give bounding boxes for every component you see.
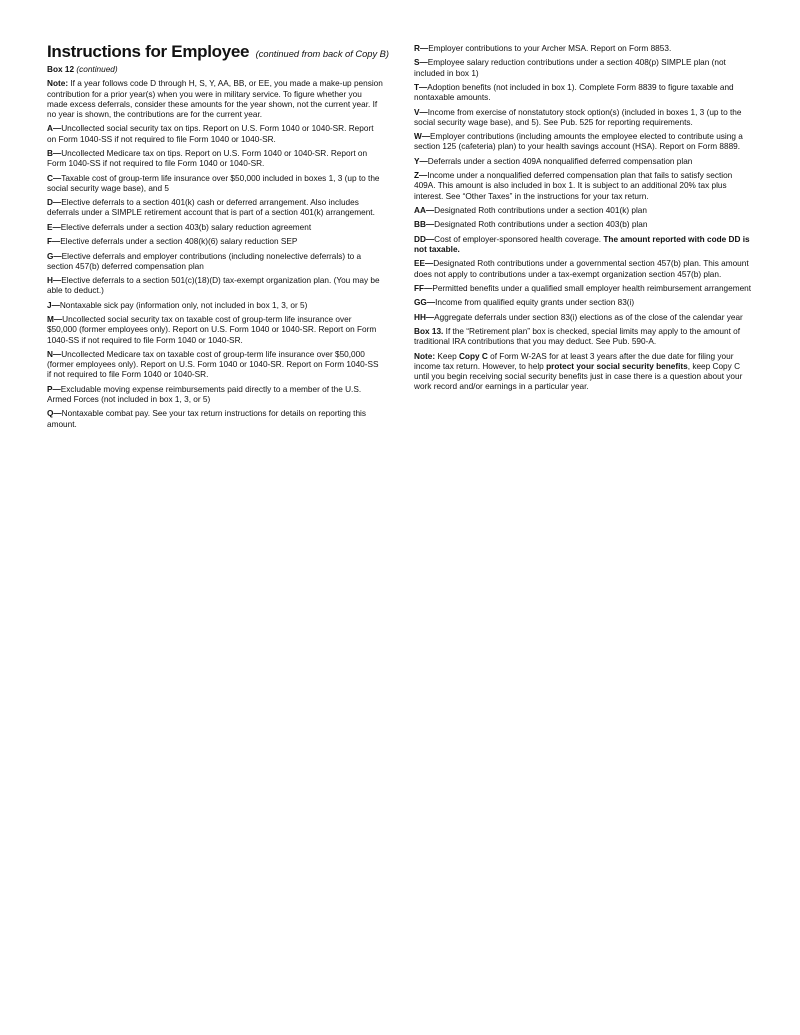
code-letter: S— <box>414 58 428 68</box>
code-entry <box>414 157 752 167</box>
code-entry <box>414 108 752 128</box>
code-letter: D— <box>47 198 62 208</box>
code-description: Employer contributions (including amounts the employee elected to contribute using a section 125 (cafeteria) plan) to your health savings account (HSA). Report on Form 8889. <box>414 132 743 152</box>
box13-label: Box 13. <box>414 327 444 337</box>
codes-list-left <box>47 124 383 429</box>
code-letter: FF— <box>414 283 433 293</box>
code-letter: W— <box>414 132 431 142</box>
code-description: Designated Roth contributions under a section 403(b) plan <box>434 220 648 230</box>
code-entry <box>47 315 383 346</box>
box12-note <box>47 79 383 120</box>
code-letter: F— <box>47 237 61 247</box>
code-letter: C— <box>47 173 62 183</box>
code-description: Uncollected Medicare tax on tips. Report on U.S. Form 1040 or 1040-SR. Report on Form 1040-SS if not required to file Form 1040 or 1040-SR. <box>47 148 368 169</box>
code-description: Designated Roth contributions under a section 401(k) plan <box>434 205 647 215</box>
code-letter: N— <box>47 349 62 359</box>
code-letter: GG— <box>414 298 436 308</box>
right-column <box>414 44 752 397</box>
code-description: Income from qualified equity grants under section 83(i) <box>435 298 635 308</box>
keep-copy-note <box>414 352 752 393</box>
code-letter: V— <box>414 107 428 117</box>
left-column <box>47 0 389 434</box>
page-header <box>47 42 389 62</box>
code-entry <box>414 171 752 202</box>
code-description: Excludable moving expense reimbursements paid directly to a member of the U.S. Armed Forces (not included in box 1, 3, or 5) <box>47 384 362 404</box>
code-entry <box>414 44 752 54</box>
code-letter: AA— <box>414 205 435 215</box>
keep-note-part2: of Form W-2AS for at least 3 years after the due date for filing your income tax return. However, to help <box>414 351 734 371</box>
box12-label: Box 12 <box>47 65 75 74</box>
keep-note-label: Note: <box>414 351 436 361</box>
code-entry <box>47 301 383 311</box>
code-description: Designated Roth contributions under a governmental section 457(b) plan. This amount does not apply to contributions under a tax-exempt organization section 457(b) plan. <box>414 259 749 279</box>
code-description: Cost of employer-sponsored health coverage. <box>434 234 604 244</box>
code-description: Uncollected social security tax on tips. Report on U.S. Form 1040 or 1040-SR. Report on Form 1040-SS if not required to file Form 1040 or 1040-SR. <box>47 124 374 144</box>
keep-note-part3: , keep Copy C until you begin receiving social security benefits just in case there is a question about your work record and/or earnings in a particular year. <box>414 361 743 392</box>
code-description: Uncollected Medicare tax on taxable cost of group-term life insurance over $50,000 (former employees only). Report on U.S. Form 1040 or 1040-SR. Report on Form 1040-SS if not required to file Form 1040 or 1040-SR. <box>47 349 379 380</box>
code-entry <box>47 223 383 233</box>
code-entry <box>47 174 383 194</box>
code-description: Adoption benefits (not included in box 1). Complete Form 8839 to figure taxable and nontaxable amounts. <box>414 82 734 103</box>
code-letter: E— <box>47 222 61 232</box>
code-entry <box>414 284 752 294</box>
code-entry <box>414 132 752 152</box>
page-subtitle: (continued from back of Copy B) <box>255 49 389 59</box>
code-entry <box>47 252 383 272</box>
code-entry <box>47 149 383 169</box>
code-letter: BB— <box>414 220 435 230</box>
code-letter: P— <box>47 384 61 394</box>
keep-note-bold-phrase: protect your social security benefits <box>546 361 688 371</box>
code-entry <box>414 220 752 230</box>
code-letter: R— <box>414 44 429 53</box>
code-description: Nontaxable combat pay. See your tax return instructions for details on reporting this amount. <box>47 409 367 429</box>
code-description: Employer contributions to your Archer MSA. Report on Form 8853. <box>428 44 672 53</box>
code-description: Aggregate deferrals under section 83(i) elections as of the close of the calendar year <box>434 312 743 322</box>
keep-note-copy-c: Copy C <box>458 351 488 361</box>
code-letter: Q— <box>47 409 62 419</box>
code-letter: DD— <box>414 234 435 244</box>
code-entry <box>47 409 383 429</box>
code-entry <box>414 206 752 216</box>
code-description: Income under a nonqualified deferred compensation plan that fails to satisfy section 409A. This amount is also included in box 1. It is subject to an additional 20% tax plus interest. See “Other Taxes” in the instructions for your tax return. <box>414 171 733 201</box>
code-description: Deferrals under a section 409A nonqualified deferred compensation plan <box>427 156 693 166</box>
code-entry <box>47 385 383 405</box>
code-description: Elective deferrals under a section 408(k)(6) salary reduction SEP <box>60 237 298 247</box>
code-description: Uncollected social security tax on taxable cost of group-term life insurance over $50,000 (former employees only). Report on U.S. Form 1040 or 1040-SR. Report on Form 1040-SS if not required to file Form 1040 or 1040-SR. <box>47 315 377 345</box>
code-entry <box>47 198 383 218</box>
code-entry <box>414 298 752 308</box>
code-description: Elective deferrals to a section 401(k) cash or deferred arrangement. Also includes deferrals under a SIMPLE retirement account that is part of a section 401(k) arrangement. <box>47 198 375 218</box>
code-entry <box>414 235 752 255</box>
code-entry <box>47 350 383 381</box>
code-letter: J— <box>47 300 60 310</box>
box13-entry <box>414 327 752 347</box>
code-letter: H— <box>47 276 62 286</box>
code-entry <box>414 259 752 279</box>
code-entry <box>47 237 383 247</box>
code-description: Elective deferrals and employer contributions (including nonelective deferrals) to a section 457(b) deferred compensation plan <box>47 251 362 271</box>
code-letter: A— <box>47 124 62 134</box>
code-letter: T— <box>414 82 428 92</box>
keep-note-part1: Keep <box>437 351 459 361</box>
code-letter: HH— <box>414 312 435 322</box>
box12-note-label: Note: <box>47 79 69 89</box>
code-description: Income from exercise of nonstatutory stock option(s) (included in boxes 1, 3 (up to the social security wage base), and 5). See Pub. 525 for reporting requirements. <box>414 107 742 127</box>
code-description: Elective deferrals under a section 403(b) salary reduction agreement <box>60 222 312 232</box>
code-bold-note: The amount reported with code DD is not taxable. <box>414 234 750 254</box>
code-letter: B— <box>47 148 62 158</box>
code-description: Permitted benefits under a qualified small employer health reimbursement arrangement <box>432 283 752 293</box>
code-letter: Y— <box>414 156 428 166</box>
codes-list-right <box>414 44 752 323</box>
box12-note-text: If a year follows code D through H, S, Y, AA, BB, or EE, you made a make-up pension contribution for a prior year(s) when you were in military service. To figure whether you made excess deferrals, consider these amounts for the year shown, not the current year. If no year is shown, the contributions are for the current year. <box>47 79 383 119</box>
box12-continued: (continued) <box>76 65 118 74</box>
code-entry <box>414 58 752 78</box>
code-letter: EE— <box>414 259 434 269</box>
code-entry <box>47 276 383 296</box>
page-title: Instructions for Employee <box>47 42 250 61</box>
box12-heading <box>47 65 383 75</box>
code-entry <box>414 83 752 103</box>
code-description: Nontaxable sick pay (information only, not included in box 1, 3, or 5) <box>59 300 308 310</box>
code-description: Elective deferrals to a section 501(c)(18)(D) tax-exempt organization plan. (You may be able to deduct.) <box>47 276 380 296</box>
code-letter: G— <box>47 251 62 261</box>
code-letter: Z— <box>414 171 428 181</box>
code-entry <box>47 124 383 144</box>
code-description: Employee salary reduction contributions under a section 408(p) SIMPLE plan (not included in box 1) <box>414 58 726 78</box>
box13-text: If the “Retirement plan” box is checked, special limits may apply to the amount of traditional IRA contributions that you may deduct. See Pub. 590-A. <box>414 327 741 347</box>
code-letter: M— <box>47 315 63 325</box>
code-description: Taxable cost of group-term life insurance over $50,000 included in boxes 1, 3 (up to the social security wage base), and 5 <box>47 173 380 193</box>
code-entry <box>414 313 752 323</box>
